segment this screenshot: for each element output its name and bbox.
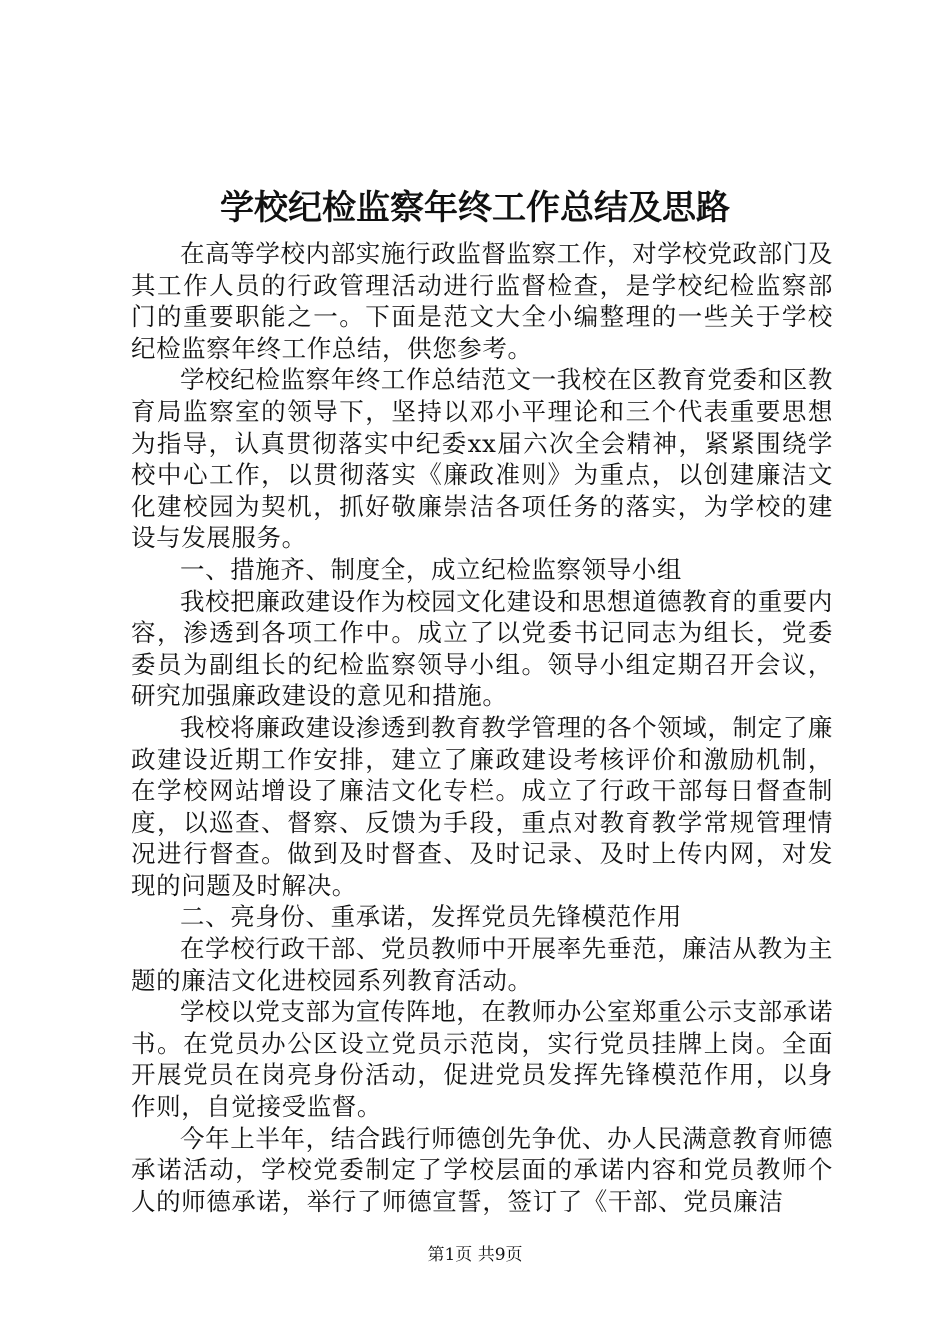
paragraph: 今年上半年，结合践行师德创先争优、办人民满意教育师德承诺活动，学校党委制定了学校层面的承诺内容和党员教师个人的师德承诺，举行了师德宣誓，签订了《干部、党员廉洁 [131, 1123, 833, 1216]
page-title: 学校纪检监察年终工作总结及思路 [220, 188, 730, 228]
paragraph: 学校以党支部为宣传阵地，在教师办公室郑重公示支部承诺书。在党员办公区设立党员示范岗，实行党员挂牌上岗。全面开展党员在岗亮身份活动，促进党员发挥先锋模范作用，以身作则，自觉接受监督。 [131, 997, 833, 1122]
document-body [131, 238, 833, 1217]
section-heading: 二、亮身份、重承诺，发挥党员先锋模范作用 [180, 902, 682, 932]
paragraph: 我校把廉政建设作为校园文化建设和思想道德教育的重要内容，渗透到各项工作中。成立了以党委书记同志为组长，党委委员为副组长的纪检监察领导小组。领导小组定期召开会议，研究加强廉政建设的意见和措施。 [131, 586, 833, 711]
paragraph: 在高等学校内部实施行政监督监察工作，对学校党政部门及其工作人员的行政管理活动进行监督检查，是学校纪检监察部门的重要职能之一。下面是范文大全小编整理的一些关于学校纪检监察年终工作总结，供您参考。 [131, 239, 833, 363]
section-heading: 一、措施齐、制度全，成立纪检监察领导小组 [180, 554, 682, 584]
paragraph: 我校将廉政建设渗透到教育教学管理的各个领域，制定了廉政建设近期工作安排，建立了廉政建设考核评价和激励机制，在学校网站增设了廉洁文化专栏。成立了行政干部每日督查制度，以巡查、督察、反馈为手段，重点对教育教学常规管理情况进行督查。做到及时督查、及时记录、及时上传内网，对发现的问题及时解决。 [131, 712, 833, 900]
paragraph: 在学校行政干部、党员教师中开展率先垂范，廉洁从教为主题的廉洁文化进校园系列教育活动。 [131, 934, 833, 995]
paragraph: 学校纪检监察年终工作总结范文一我校在区教育党委和区教育局监察室的领导下，坚持以邓小平理论和三个代表重要思想为指导，认真贯彻落实中纪委xx届六次全会精神，紧紧围绕学校中心工作，以贯彻落实《廉政准则》为重点，以创建廉洁文化建校园为契机，抓好敬廉崇洁各项任务的落实，为学校的建设与发展服务。 [131, 365, 833, 553]
page-number-footer: 第1页 共9页 [427, 1245, 523, 1265]
